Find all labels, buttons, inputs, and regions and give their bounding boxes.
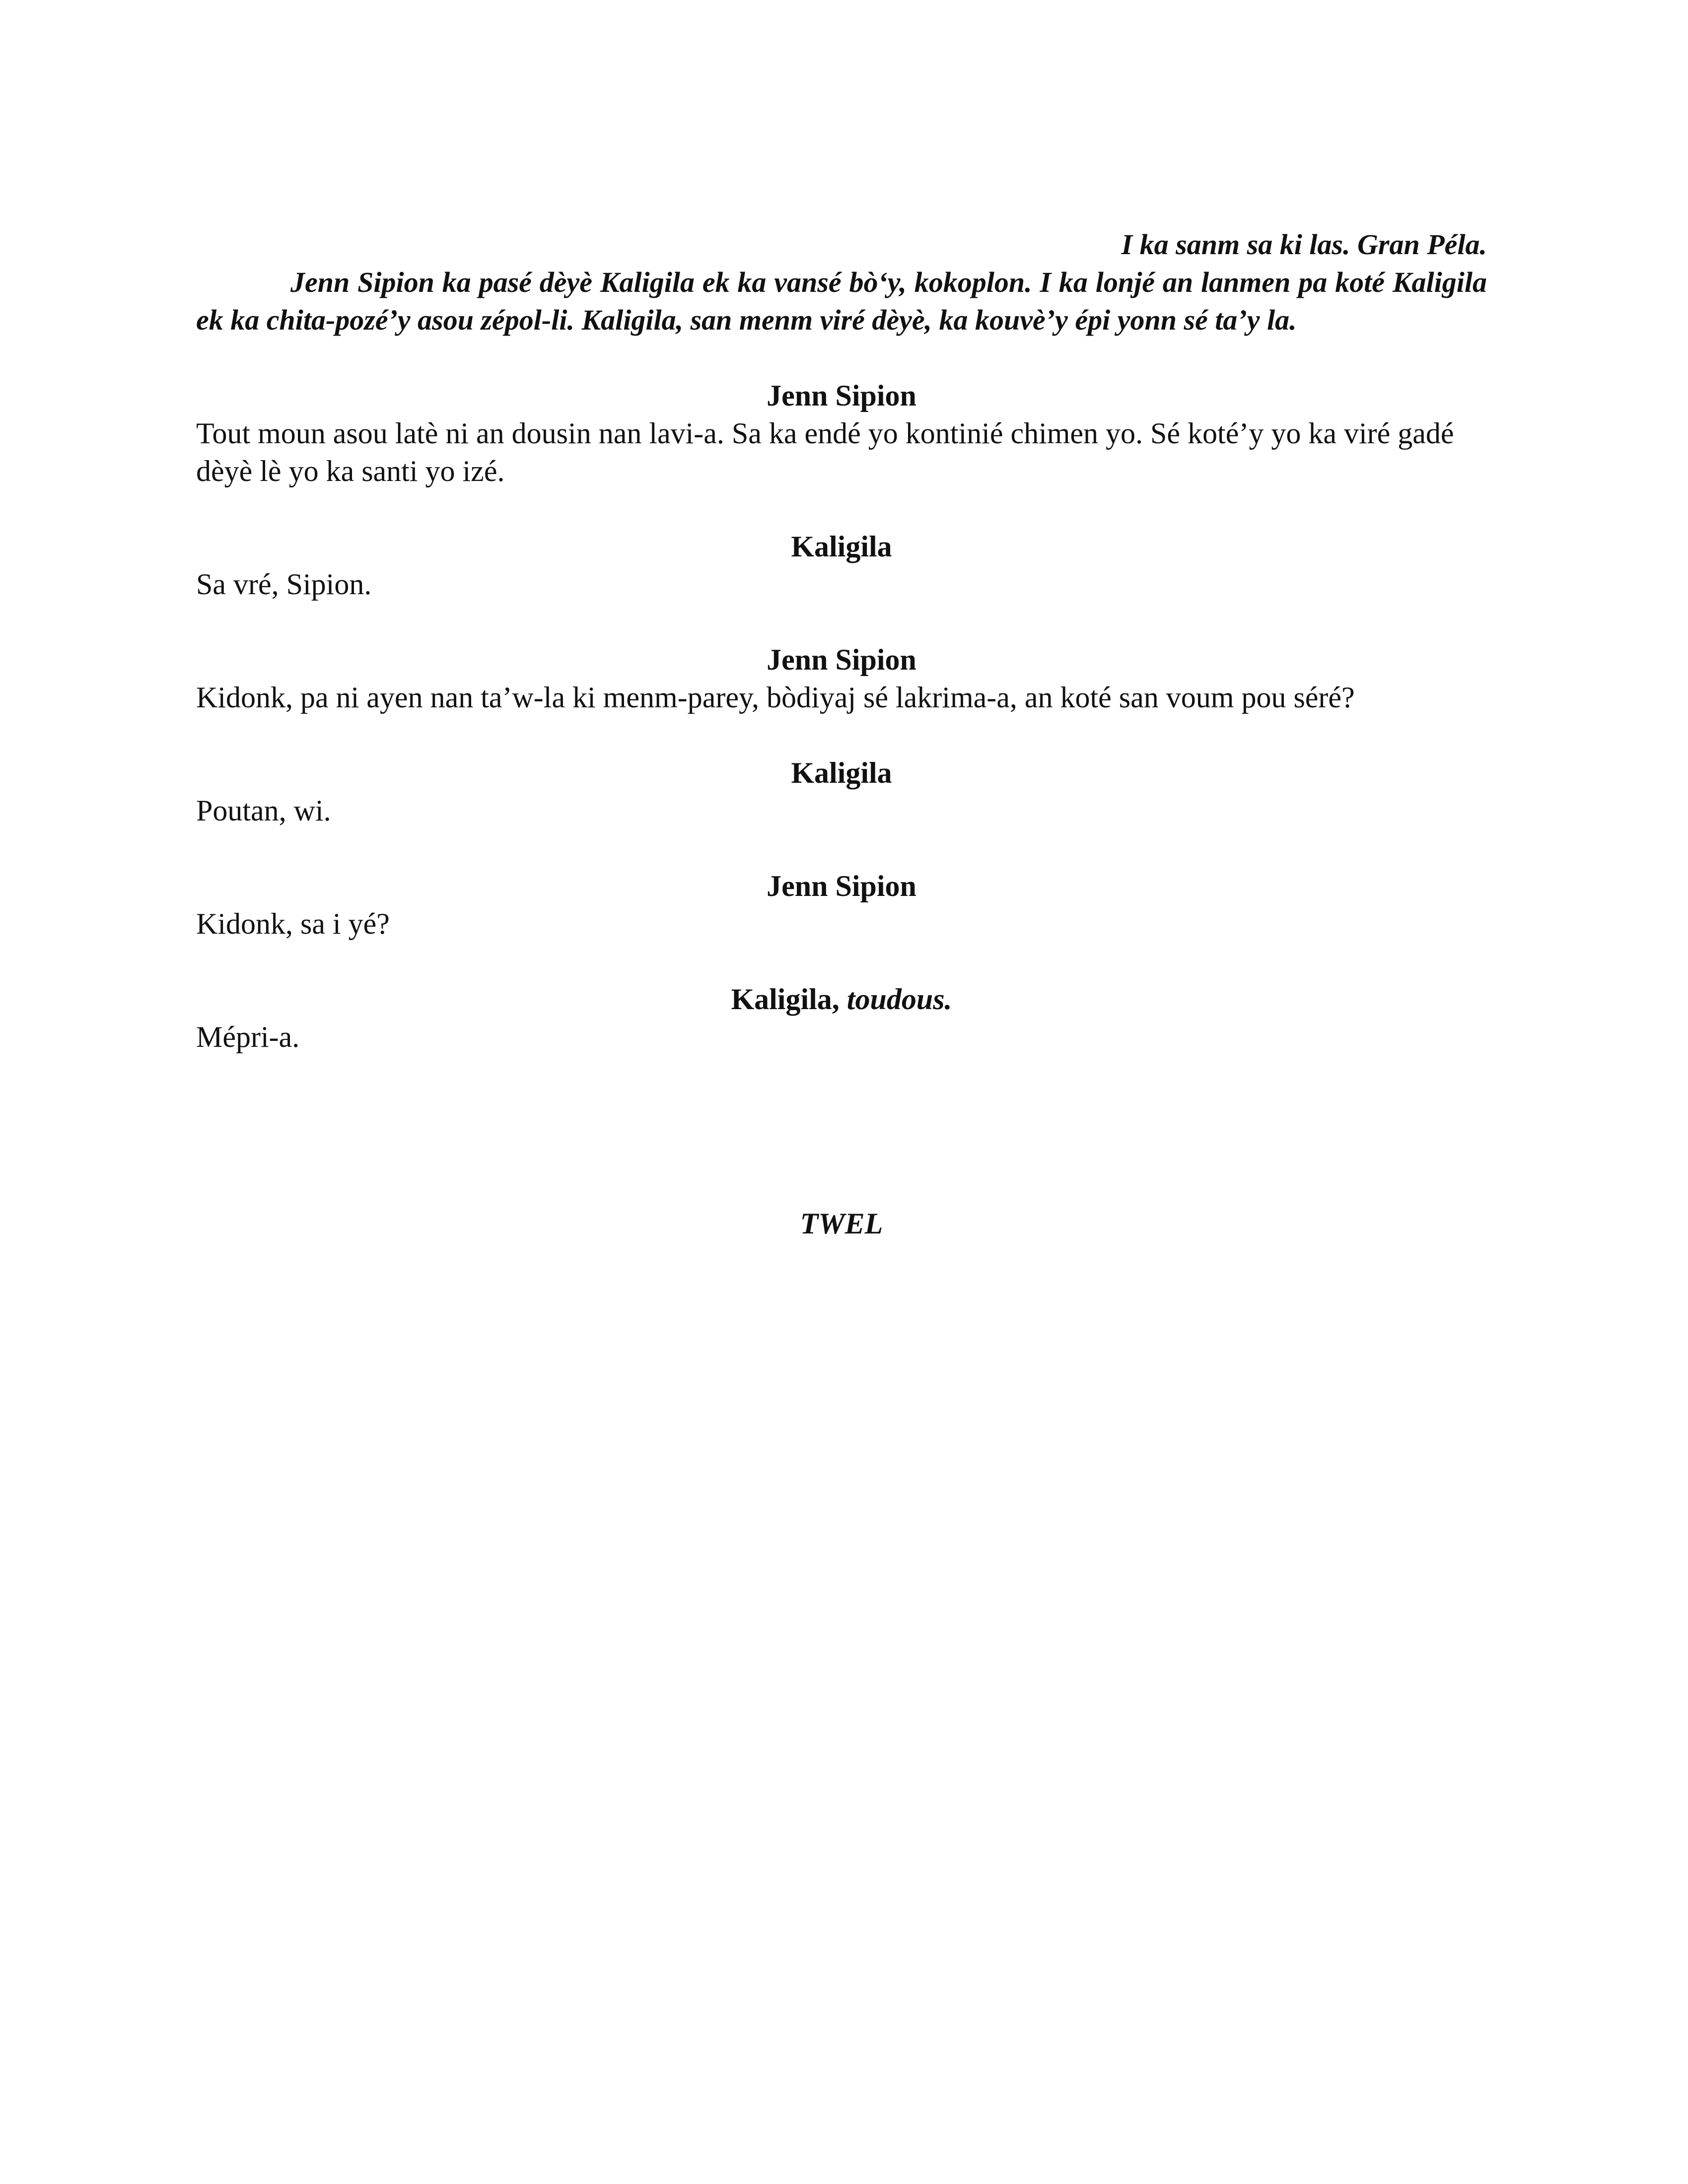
speaker-name: Kaligila [791, 530, 892, 563]
speaker-name: Kaligila [791, 756, 892, 789]
dialogue-line: Sa vré, Sipion. [196, 568, 372, 601]
ending-marker: TWEL [800, 1207, 883, 1240]
script-page [196, 226, 1487, 1242]
speaker-name: Jenn Sipion [767, 379, 916, 412]
speaker-name: Jenn Sipion [767, 870, 916, 902]
stage-direction-inline: toudous. [846, 983, 952, 1016]
speaker-name: Jenn Sipion [767, 643, 916, 676]
dialogue-line: Mépri-a. [196, 1021, 300, 1053]
stage-direction-opening: I ka sanm sa ki las. Gran Péla. [1121, 228, 1487, 261]
speaker-name: Kaligila, toudous. [731, 983, 952, 1016]
dialogue-line: Tout moun asou latè ni an dousin nan lavi-a. Sa ka endé yo kontinié chimen yo. Sé koté’y yo ka viré gadé dèyè lè yo ka santi yo izé. [196, 417, 1454, 487]
stage-direction-block: Jenn Sipion ka pasé dèyè Kaligila ek ka vansé bò‘y, kokoplon. I ka lonjé an lanmen pa koté Kaligila ek ka chita-pozé’y asou zépol-li. Kaligila, san menm viré dèyè, ka kouvè’y épi yonn sé ta’y la. [196, 266, 1487, 336]
dialogue-line: Poutan, wi. [196, 794, 331, 827]
dialogue-line: Kidonk, pa ni ayen nan ta’w-la ki menm-parey, bòdiyaj sé lakrima-a, an koté san voum pou séré? [196, 681, 1355, 714]
dialogue-line: Kidonk, sa i yé? [196, 907, 390, 940]
